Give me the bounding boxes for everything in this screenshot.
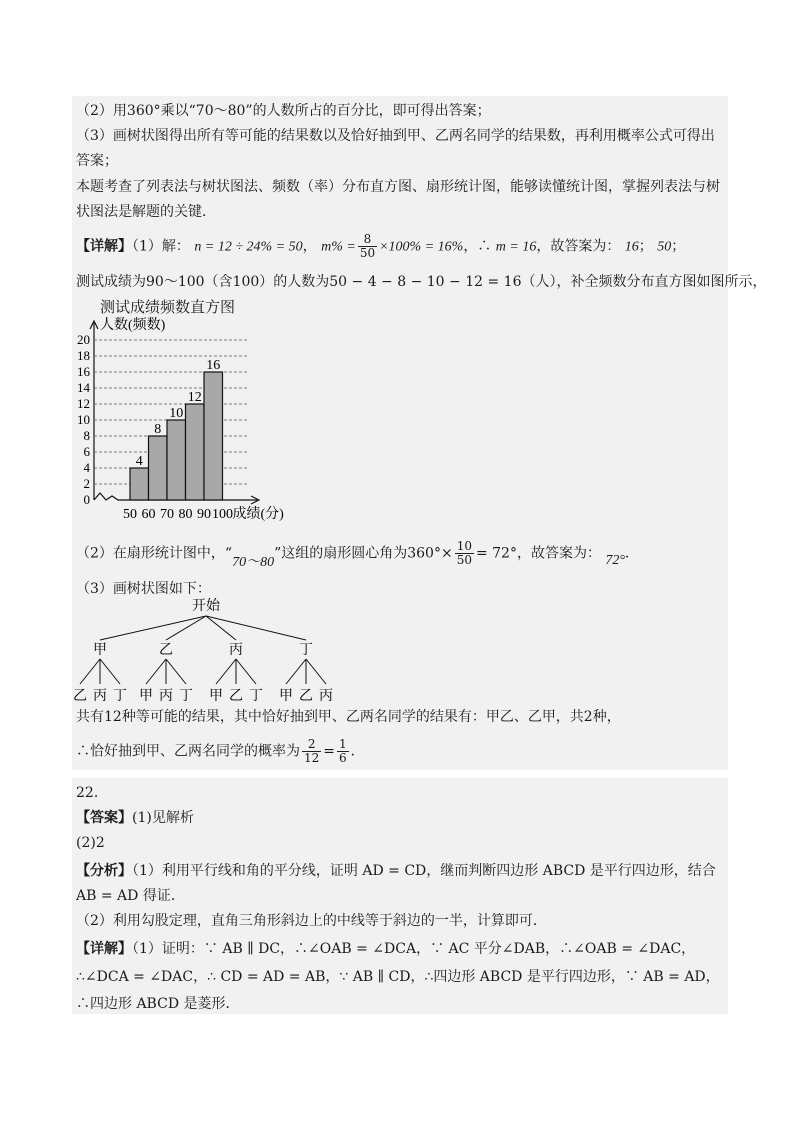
y-tick-label: 20 [77, 332, 90, 347]
math-expr: 70～80 [232, 554, 275, 570]
text-span: （1）解： [132, 238, 190, 255]
y-tick-label: 16 [77, 364, 90, 379]
analysis-tag: 【分析】 [76, 863, 132, 879]
text-span: ∴恰好抽到甲、乙两名同学的概率为 [76, 743, 300, 760]
y-tick-label: 4 [83, 460, 90, 475]
tree-diagram [60, 596, 360, 704]
bar [204, 372, 223, 500]
tree-branch [146, 659, 166, 684]
x-tick-label: 50 [123, 507, 137, 522]
tree-node-level2: 甲 [139, 689, 153, 704]
text-line: （2）利用勾股定理，直角三角形斜边上的中线等于斜边的一半，计算即可． [76, 913, 547, 929]
question-number: 22． [76, 785, 108, 801]
x-tick-label: 70 [160, 507, 174, 522]
tree-branch [80, 659, 100, 684]
detail-line [76, 940, 695, 958]
answer-value: 72° [605, 552, 626, 568]
bar [130, 468, 149, 500]
text-line: 状图法是解题的关键． [76, 204, 216, 220]
tree-node-level2: 丙 [159, 689, 173, 704]
x-tick-label: 80 [178, 507, 193, 522]
tree-branch [100, 659, 120, 684]
text-span: ． [350, 743, 365, 760]
text-span: ． [625, 545, 640, 562]
numerator: 2 [302, 738, 321, 752]
tree-node-level2: 丙 [319, 689, 333, 704]
text-span: ； [638, 238, 653, 255]
y-tick-label: 14 [77, 380, 90, 395]
text-line: 共有12种等可能的结果，其中恰好抽到甲、乙两名同学的结果有：甲乙、乙甲，共2种， [76, 709, 621, 725]
math-expr: m% = [321, 239, 356, 255]
y-tick-label: 2 [83, 476, 90, 491]
text-span: ，∴ [463, 238, 492, 255]
tree-node-level2: 乙 [73, 689, 87, 704]
tree-node-level2: 甲 [279, 689, 293, 704]
probability-line [76, 738, 365, 765]
y-tick-label: 8 [83, 428, 90, 443]
text-span: ，故答案为： [536, 238, 621, 255]
text-span: ”这组的扇形圆心角为360°× [274, 545, 453, 562]
x-tick-label: 60 [141, 507, 156, 522]
x-tick-label: 90 [197, 507, 211, 522]
tree-node-level2: 乙 [229, 689, 243, 704]
tree-branch [216, 659, 236, 684]
tree-node-level1: 甲 [93, 643, 107, 658]
bar-data-label: 12 [187, 390, 202, 405]
text-span: （1）证明：∵ AB ∥ DC，∴∠OAB = ∠DCA，∵ AC 平分∠DAB，∴∠OAB = ∠DAC， [132, 941, 696, 957]
tree-branch [166, 616, 206, 640]
x-axis-label: 成绩(分) [232, 507, 284, 522]
fraction [337, 738, 349, 765]
y-tick-label: 12 [77, 396, 90, 411]
fraction [358, 233, 377, 260]
bar-data-label: 4 [135, 454, 143, 469]
answer-tag: 【答案】 [76, 810, 132, 826]
answer-value: 16 [624, 239, 639, 255]
tree-node-level2: 甲 [209, 689, 223, 704]
denominator: 12 [304, 751, 320, 765]
bar [149, 436, 168, 500]
frequency-histogram [60, 315, 320, 525]
text-line: (2)2 [76, 835, 105, 851]
text-line: 本题考查了列表法与树状图法、频数（率）分布直方图、扇形统计图，能够读懂统计图，掌握列表法与树 [76, 179, 720, 195]
bar-data-label: 8 [154, 422, 162, 437]
tree-root: 开始 [192, 599, 220, 614]
text-line: （2）用360°乘以“70～80”的人数所占的百分比，即可得出答案； [76, 103, 491, 119]
tree-node-level1: 丁 [299, 643, 313, 658]
numerator: 10 [456, 539, 472, 553]
text-span: (1)见解析 [132, 810, 194, 826]
bar-data-label: 10 [169, 406, 184, 421]
equals-sign: = [323, 743, 336, 760]
bar [167, 420, 186, 500]
numerator: 1 [339, 737, 347, 751]
fraction [455, 540, 474, 567]
tree-branch [306, 659, 326, 684]
tree-branch [166, 659, 186, 684]
text-span: ； [671, 238, 686, 255]
numerator: 8 [358, 233, 377, 247]
denominator: 50 [359, 246, 376, 260]
denominator: 6 [339, 751, 347, 765]
detail-line-1 [76, 233, 685, 260]
tree-branch [286, 659, 306, 684]
tree-node-level2: 乙 [299, 689, 313, 704]
detail-tag: 【详解】 [76, 941, 132, 957]
tree-node-level1: 乙 [159, 643, 173, 658]
tree-node-level1: 丙 [229, 643, 243, 658]
chart-title: 测试成绩频数直方图 [100, 298, 236, 316]
denominator: 50 [456, 553, 472, 567]
y-axis-label: 人数(频数) [100, 318, 166, 333]
text-span: ， [302, 238, 317, 255]
part2-line [76, 539, 640, 570]
analysis-line [76, 862, 716, 880]
tree-node-level2: 丁 [113, 689, 127, 704]
detail-tag: 【详解】 [76, 238, 132, 255]
text-line: 测试成绩为90～100（含100）的人数为50 − 4 − 8 − 10 − 12 = 16（人），补全频数分布直方图如图所示， [76, 274, 767, 290]
math-expr: m = 16 [495, 239, 537, 255]
y-tick-label: 10 [77, 412, 90, 427]
y-tick-label: 18 [77, 348, 90, 363]
y-tick-label: 0 [83, 492, 90, 507]
tree-branch [100, 616, 206, 640]
tree-node-level2: 丙 [93, 689, 107, 704]
math-expr: n = 12 ÷ 24% = 50 [194, 239, 303, 255]
math-expr: ×100% = 16% [379, 239, 464, 255]
tree-node-level2: 丁 [179, 689, 193, 704]
text-line: （3）画树状图如下： [76, 581, 211, 597]
text-span: （1）利用平行线和角的平分线，证明 AD = CD，继而判断四边形 ABCD 是平行四边形，结合 [132, 863, 716, 879]
x-tick-label: 100 [212, 507, 233, 522]
text-line: （3）画树状图得出所有等可能的结果数以及恰好抽到甲、乙两名同学的结果数，再利用概率公式可得出 [76, 128, 715, 144]
text-line: 答案； [76, 153, 118, 169]
text-line: ∴∠DCA = ∠DAC，∴ CD = AD = AB，∵ AB ∥ CD，∴四边形 ABCD 是平行四边形，∵ AB = AD， [76, 969, 720, 985]
fraction [302, 738, 321, 765]
y-tick-label: 6 [83, 444, 90, 459]
text-line: AB = AD 得证． [76, 888, 185, 904]
text-span: （2）在扇形统计图中，“ [76, 545, 233, 562]
answer-value: 50 [657, 239, 672, 255]
bar [186, 404, 205, 500]
answer-line [76, 809, 194, 827]
bar-data-label: 16 [206, 358, 221, 373]
tree-node-level2: 丁 [249, 689, 263, 704]
tree-branch [236, 659, 256, 684]
text-line: ∴四边形 ABCD 是菱形． [76, 996, 240, 1012]
text-span: = 72°，故答案为： [475, 545, 601, 562]
